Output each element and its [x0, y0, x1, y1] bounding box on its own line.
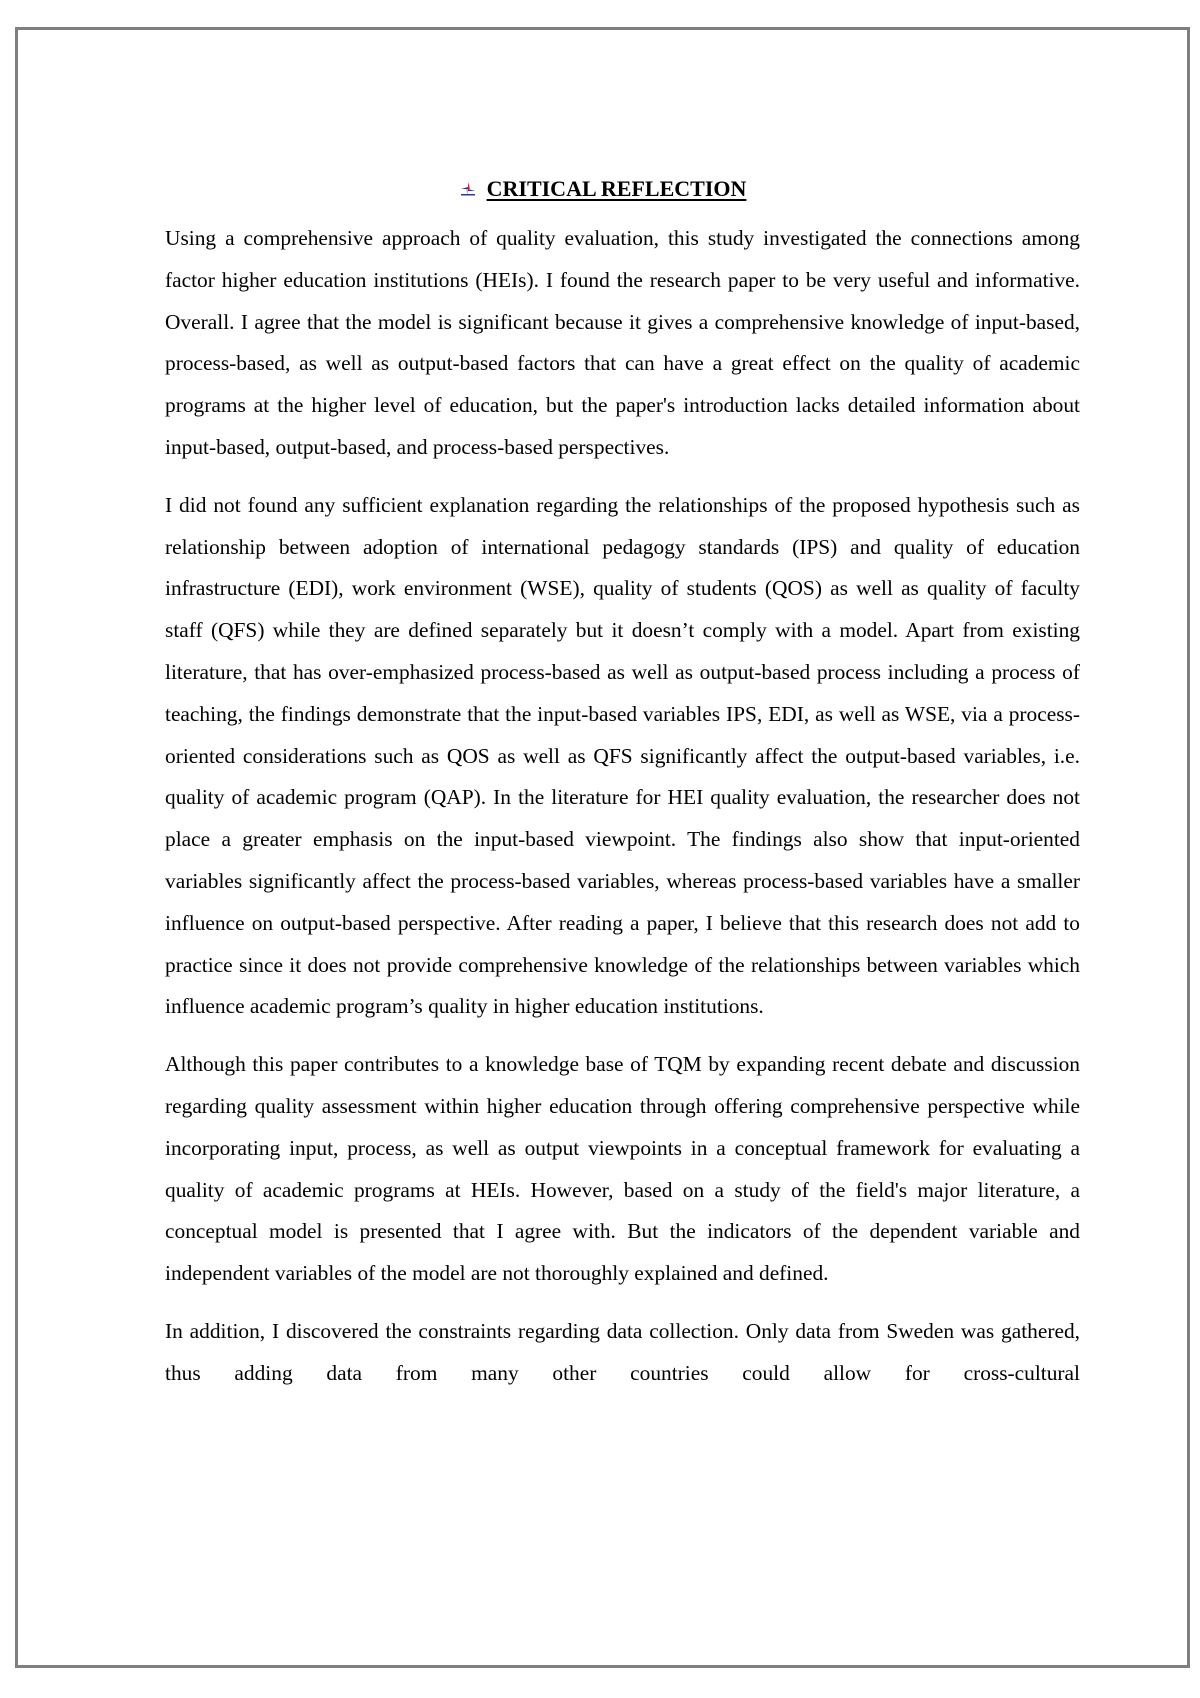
paragraph-1: Using a comprehensive approach of quality evaluation, this study investigated the connections among factor higher education institutions (HEIs). I found the research paper to be very useful and informative. Overall. I agree that the model is significant because it gives a comprehensive knowledge of input-based, process-based, as well as output-based factors that can have a great effect on the quality of academic programs at the higher level of education, but the paper's introduction lacks detailed information about input-based, output-based, and process-based perspectives.: [165, 226, 1080, 459]
document-page: [15, 27, 1190, 1668]
document-body: [165, 218, 1080, 1395]
section-heading: CRITICAL REFLECTION: [486, 176, 747, 201]
diamond-bullet-icon: [459, 176, 477, 194]
paragraph-2: I did not found any sufficient explanation regarding the relationships of the proposed hypothesis such as relationship between adoption of international pedagogy standards (IPS) and quality of education infrastructure (EDI), work environment (WSE), quality of students (QOS) as well as quality of faculty staff (QFS) while they are defined separately but it doesn’t comply with a model. Apart from existing literature, that has over-emphasized process-based as well as output-based process including a process of teaching, the findings demonstrate that the input-based variables IPS, EDI, as well as WSE, via a process-oriented considerations such as QOS as well as QFS significantly affect the output-based variables, i.e. quality of academic program (QAP). In the literature for HEI quality evaluation, the researcher does not place a greater emphasis on the input-based viewpoint. The findings also show that input-oriented variables significantly affect the process-based variables, whereas process-based variables have a smaller influence on output-based perspective. After reading a paper, I believe that this research does not add to practice since it does not provide comprehensive knowledge of the relationships between variables which influence academic program’s quality in higher education institutions.: [165, 492, 1080, 1019]
section-heading-row: [18, 174, 1187, 204]
paragraph-3: Although this paper contributes to a knowledge base of TQM by expanding recent debate and discussion regarding quality assessment within higher education through offering comprehensive perspective while incorporating input, process, as well as output viewpoints in a conceptual framework for evaluating a quality of academic programs at HEIs. However, based on a study of the field's major literature, a conceptual model is presented that I agree with. But the indicators of the dependent variable and independent variables of the model are not thoroughly explained and defined.: [165, 1052, 1080, 1286]
paragraph-4: In addition, I discovered the constraints regarding data collection. Only data from Sweden was gathered, thus adding data from many other countries could allow for cross-cultural: [165, 1318, 1080, 1385]
